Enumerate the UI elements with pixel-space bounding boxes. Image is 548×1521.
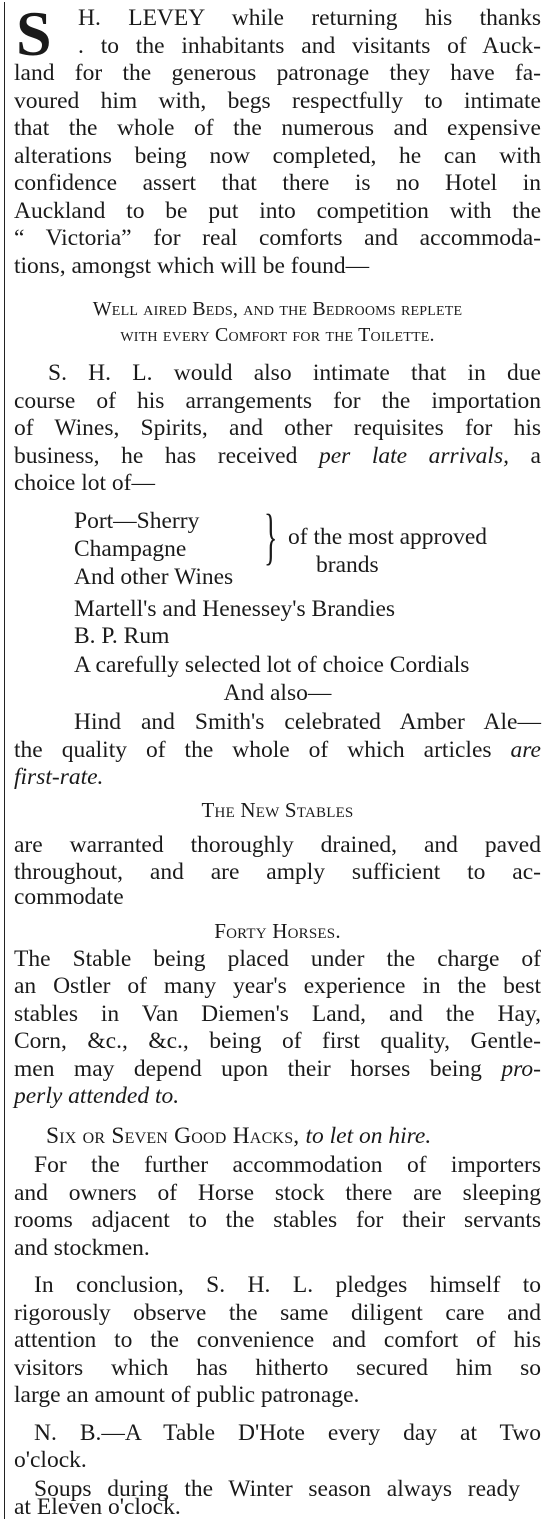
text-line: stables in Van Diemen's Land, and the Hay, xyxy=(14,1001,541,1027)
drop-cap: S xyxy=(16,0,52,69)
hacks-line xyxy=(46,1123,541,1149)
text-line: For the further accommodation of importers xyxy=(34,1152,541,1178)
text-line: S. H. L. would also intimate that in due xyxy=(48,360,541,386)
italic-span: perly attended to. xyxy=(14,1083,180,1109)
text-line: and owners of Horse stock there are sleeping xyxy=(14,1180,541,1206)
new-stables-heading: The New Stables xyxy=(201,798,354,822)
text-line: course of his arrangements for the importation xyxy=(14,388,541,414)
text-line: land for the generous patronage they have fa- xyxy=(14,60,541,86)
text-line: at Eleven o'clock. xyxy=(14,1494,181,1520)
brands-text: brands xyxy=(316,552,379,578)
text-span: a xyxy=(508,443,541,469)
text-line: Auckland to be put into competition with the xyxy=(14,198,541,224)
wine-item: Champagne xyxy=(74,536,187,562)
text-line: choice lot of— xyxy=(14,470,155,496)
depend-line xyxy=(14,1056,541,1082)
text-line: alterations being now completed, he can with xyxy=(14,143,541,169)
italic-span: first-rate. xyxy=(14,764,104,790)
text-line: Hind and Smith's celebrated Amber Ale— xyxy=(74,709,541,735)
text-line xyxy=(14,1083,541,1109)
brands-text: of the most approved xyxy=(288,524,488,550)
text-line: Corn, &c., &c., being of first quality, Gentle- xyxy=(14,1028,541,1054)
italic-span: pro- xyxy=(501,1056,541,1082)
text-span: Six or Seven Good Hacks, xyxy=(46,1123,306,1149)
text-line: and stockmen. xyxy=(14,1235,150,1261)
text-line: commodate xyxy=(14,884,124,910)
text-line: rigorously observe the same diligent care and xyxy=(14,1300,541,1326)
text-line: And also— xyxy=(223,680,332,706)
text-line: tions, amongst which will be found— xyxy=(14,253,370,279)
text-line: In conclusion, S. H. L. pledges himself to xyxy=(34,1272,541,1298)
text-span: the quality of the whole of which articles xyxy=(14,737,511,763)
text-line: . to the inhabitants and visitants of Auck- xyxy=(78,33,541,59)
text-span: business, he has received xyxy=(14,443,319,469)
beds-heading: with every Comfort for the Toilette. xyxy=(120,324,435,346)
text-line: rooms adjacent to the stables for their servants xyxy=(14,1207,541,1233)
text-line: of Wines, Spirits, and other requisites for his xyxy=(14,415,541,441)
forty-horses-heading: Forty Horses. xyxy=(214,919,341,943)
text-line: voured him with, begs respectfully to intimate xyxy=(14,88,541,114)
text-span: men may depend upon their horses being xyxy=(14,1056,502,1082)
text-line: “ Victoria” for real comforts and accommoda- xyxy=(14,225,541,251)
text-line: visitors which has hitherto secured him so xyxy=(14,1355,541,1381)
text-line: are warranted thoroughly drained, and paved xyxy=(14,832,541,858)
text-line: throughout, and are amply sufficient to ac- xyxy=(14,859,541,885)
brace-glyph: } xyxy=(264,503,278,571)
text-line: N. B.—A Table D'Hote every day at Two xyxy=(34,1420,541,1446)
text-line: that the whole of the numerous and expensive xyxy=(14,115,541,141)
text-line: B. P. Rum xyxy=(74,623,170,649)
business-line xyxy=(14,443,541,469)
text-line: large an amount of public patronage. xyxy=(14,1382,360,1408)
text-line: Martell's and Henessey's Brandies xyxy=(74,596,396,622)
text-line: confidence assert that there is no Hotel in xyxy=(14,170,541,196)
italic-span: per late arrivals, xyxy=(318,443,509,469)
text-line: H. LEVEY while returning his thanks xyxy=(78,5,541,31)
wine-item: And other Wines xyxy=(74,564,234,590)
italic-span: to let on hire. xyxy=(305,1123,432,1149)
text-line: an Ostler of many year's experience in the best xyxy=(14,973,541,999)
beds-heading: Well aired Beds, and the Bedrooms replete xyxy=(92,298,463,320)
quality-line xyxy=(14,737,541,763)
column-rule xyxy=(4,2,5,1519)
text-line: A carefully selected lot of choice Cordials xyxy=(74,652,470,678)
text-line: o'clock. xyxy=(14,1447,87,1473)
text-line xyxy=(14,764,541,790)
italic-span: are xyxy=(510,737,541,763)
text-line: attention to the convenience and comfort of his xyxy=(14,1327,541,1353)
text-line: Soups during the Winter season always ready xyxy=(34,1476,520,1502)
text-line: The Stable being placed under the charge of xyxy=(14,946,541,972)
wine-item: Port—Sherry xyxy=(74,508,200,534)
